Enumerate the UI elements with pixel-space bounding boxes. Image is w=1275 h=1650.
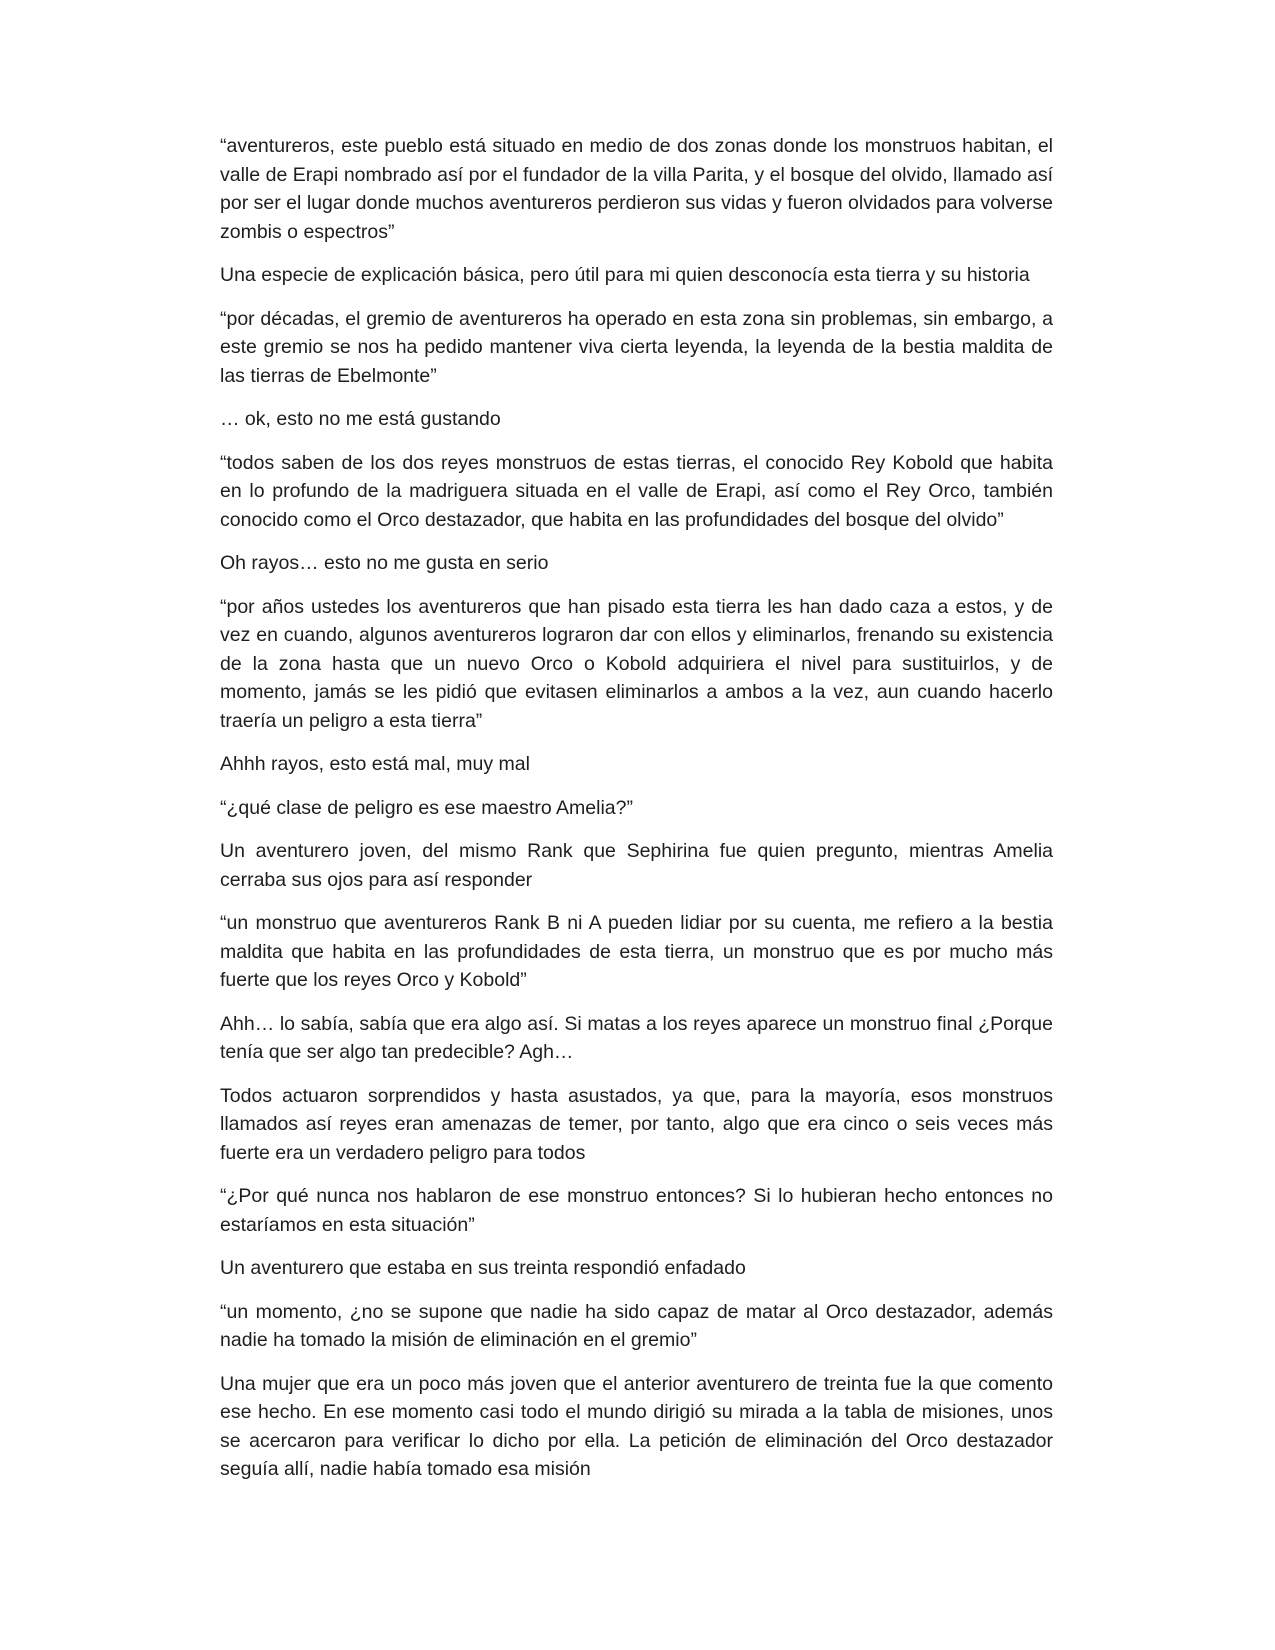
paragraph: “¿qué clase de peligro es ese maestro Amelia?” <box>220 796 633 819</box>
paragraph: “por décadas, el gremio de aventureros ha operado en esta zona sin problemas, sin embargo, a este gremio se nos ha pedido mantener viva cierta leyenda, la leyenda de la bestia maldita de las tierras de Ebelmonte” <box>220 307 1053 387</box>
paragraph: “un momento, ¿no se supone que nadie ha sido capaz de matar al Orco destazador, además nadie ha tomado la misión de eliminación en el gremio” <box>220 1300 1053 1352</box>
paragraph: Una especie de explicación básica, pero útil para mi quien desconocía esta tierra y su historia <box>220 264 1030 287</box>
paragraph: Un aventurero que estaba en sus treinta respondió enfadado <box>220 1257 746 1280</box>
document-page <box>220 132 1053 1499</box>
paragraph: “aventureros, este pueblo está situado en medio de dos zonas donde los monstruos habitan, el valle de Erapi nombrado así por el fundador de la villa Parita, y el bosque del olvido, llamado así por ser el lugar donde muchos aventureros perdieron sus vidas y fueron olvidados para volverse zombis o espectros” <box>220 135 1053 243</box>
paragraph: “¿Por qué nunca nos hablaron de ese monstruo entonces? Si lo hubieran hecho entonces no estaríamos en esta situación” <box>220 1185 1053 1236</box>
paragraph: “por años ustedes los aventureros que han pisado esta tierra les han dado caza a estos, y de vez en cuando, algunos aventureros lograron dar con ellos y eliminarlos, frenando su existencia de la zona hasta que un nuevo Orco o Kobold adquiriera el nivel para sustituirlos, y de momento, jamás se les pidió que evitasen eliminarlos a ambos a la vez, aun cuando hacerlo traería un peligro a esta tierra” <box>220 595 1053 732</box>
paragraph: Una mujer que era un poco más joven que el anterior aventurero de treinta fue la que comento ese hecho. En ese momento casi todo el mundo dirigió su mirada a la tabla de misiones, unos se acercaron para verificar lo dicho por ella. La petición de eliminación del Orco destazador seguía allí, nadie había tomado esa misión <box>220 1372 1053 1481</box>
paragraph: Ahh… lo sabía, sabía que era algo así. Si matas a los reyes aparece un monstruo final ¿Porque tenía que ser algo tan predecible? Agh… <box>220 1012 1053 1064</box>
paragraph: Ahhh rayos, esto está mal, muy mal <box>220 753 530 776</box>
paragraph: “todos saben de los dos reyes monstruos de estas tierras, el conocido Rey Kobold que habita en lo profundo de la madriguera situada en el valle de Erapi, así como el Rey Orco, también conocido como el Orco destazador, que habita en las profundidades del bosque del olvido” <box>220 451 1053 531</box>
paragraph: … ok, esto no me está gustando <box>220 408 501 431</box>
paragraph: “un monstruo que aventureros Rank B ni A pueden lidiar por su cuenta, me refiero a la bestia maldita que habita en las profundidades de esta tierra, un monstruo que es por mucho más fuerte que los reyes Orco y Kobold” <box>220 912 1053 992</box>
paragraph: Un aventurero joven, del mismo Rank que Sephirina fue quien pregunto, mientras Amelia cerraba sus ojos para así responder <box>220 840 1053 891</box>
paragraph: Oh rayos… esto no me gusta en serio <box>220 552 549 575</box>
paragraph: Todos actuaron sorprendidos y hasta asustados, ya que, para la mayoría, esos monstruos llamados así reyes eran amenazas de temer, por tanto, algo que era cinco o seis veces más fuerte era un verdadero peligro para todos <box>220 1084 1053 1164</box>
